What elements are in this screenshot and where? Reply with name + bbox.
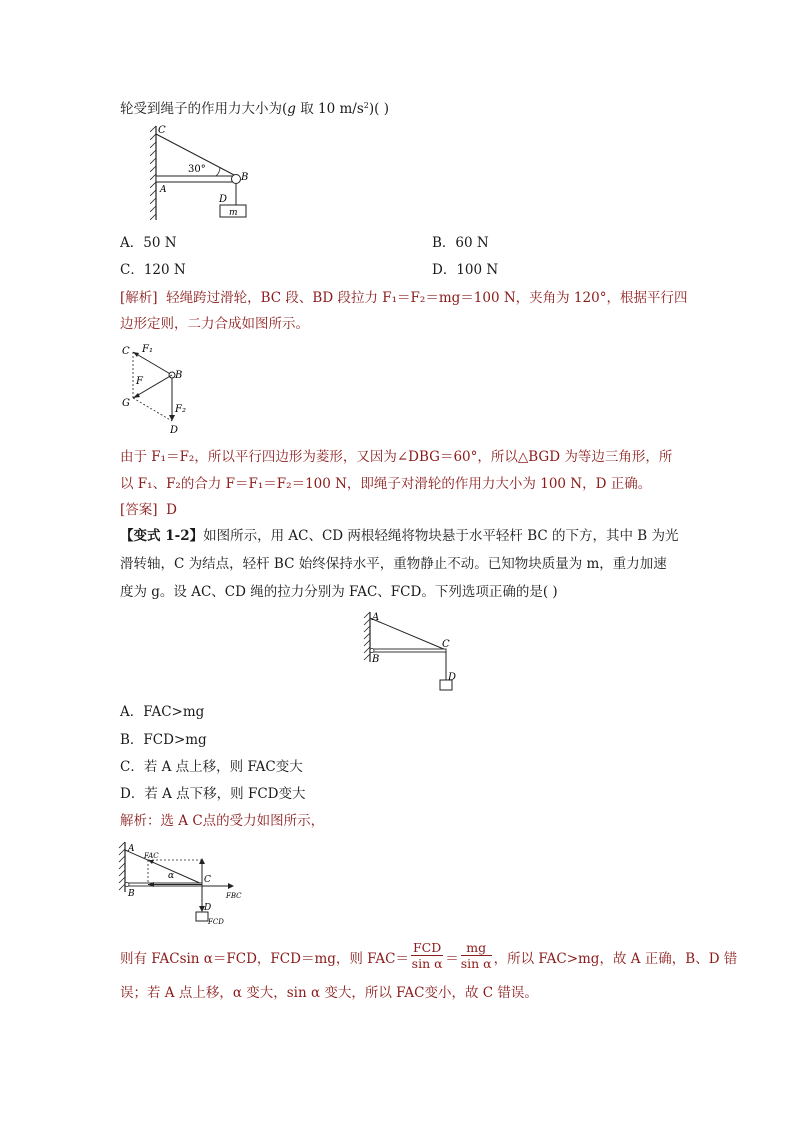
q1-analysis-line1: [解析] 轻绳跨过滑轮，BC 段、BD 段拉力 F₁＝F₂＝mg＝100 N，夹角为 120°，根据平行四 [120,290,688,306]
fig1-label-angle: 30° [188,164,206,175]
q2-equation-line1: 则有 FACsin α＝FCD，FCD＝mg，则 FAC＝ $\frac{\text{FCD}}{\text{sin α}}$ ＝ $\frac{mg}{\text{sin α}}$ ，所以 FAC>mg，故 A 正确，B、D 错 [120,940,738,971]
fig2-label-f: F [136,376,143,387]
q2-option-d: D．若 A 点下移，则 FCD变大 [120,786,306,802]
q2-line1: 【变式 1-2】如图所示，用 AC、CD 两根轻绳将物块悬于水平轻杆 BC 的下方，其中 B 为光 [120,528,679,544]
fig3-label-c: C [442,639,450,650]
fig2-label-c: C [122,346,130,357]
fig1-label-c: C [158,125,166,136]
q1-pulley-figure [150,122,250,222]
fig4-label-fac: FAC [144,852,159,860]
q1-answer: [答案] D [120,502,177,518]
fig2-label-f2: F₂ [175,404,186,415]
q1-conclusion-line1: 由于 F₁＝F₂，所以平行四边形为菱形，又因为∠DBG＝60°，所以△BGD 为等边三角形，所 [120,449,673,465]
q2-analysis-line: 解析：选 A C点的受力如图所示， [120,813,325,829]
q2-force-diagram [118,838,248,930]
fig1-label-a: A [160,185,167,195]
q1-conclusion-line2: 以 F₁、F₂的合力 F＝F₁＝F₂＝100 N，即绳子对滑轮的作用力大小为 100 N，D 正确。 [120,476,652,492]
q2-rod-figure [362,608,462,694]
q1-stem: 轮受到绳子的作用力大小为(g 取 10 $m/s^2$)( ) [120,101,389,117]
fig4-label-b: B [128,889,135,899]
fig4-label-fbc: FBC [226,892,242,900]
q2-line2: 滑转轴，C 为结点，轻杆 BC 始终保持水平，重物静止不动。已知物块质量为 m，重力加速 [120,556,667,572]
q2-equation-line2: 误；若 A 点上移，α 变大，sin α 变大，所以 FAC变小，故 C 错误。 [120,985,538,1001]
fig4-label-c: C [204,875,211,885]
fig3-label-b: B [372,654,380,665]
q2-option-b: B．FCD>mg [120,732,207,748]
fraction-fcd-over-sin: $\frac{\text{FCD}}{\text{sin α}}$ [411,940,443,971]
q1-option-d: D．100 N [432,262,499,278]
q1-option-a: A．50 N [120,235,177,251]
fig3-label-d: D [448,672,457,683]
fig4-label-alpha: α [168,871,175,881]
fig2-label-b: B [175,370,183,381]
fig3-label-a: A [372,612,380,623]
fraction-mg-over-sin: $\frac{mg}{\text{sin α}}$ [460,940,492,971]
fig2-label-g: G [122,398,130,409]
q1-force-diagram [118,340,198,436]
fig4-label-d: D [204,903,212,913]
q1-option-c: C．120 N [120,262,186,278]
q1-analysis-line2: 边形定则，二力合成如图所示。 [120,316,309,332]
fig2-label-f1: F₁ [142,344,153,355]
fig1-label-m: m [229,208,238,218]
fig4-label-fcd: FCD [208,918,224,926]
fig1-label-b: B [241,172,249,183]
q2-option-a: A．FAC>mg [120,704,205,720]
q1-option-b: B．60 N [432,235,489,251]
fig2-label-d: D [170,425,179,436]
q2-option-c: C．若 A 点上移，则 FAC变大 [120,759,303,775]
q2-line3: 度为 g。设 AC、CD 绳的拉力分别为 FAC、FCD。下列选项正确的是( ) [120,584,558,600]
fig4-label-a: A [128,844,135,854]
fig1-label-d: D [219,194,228,205]
